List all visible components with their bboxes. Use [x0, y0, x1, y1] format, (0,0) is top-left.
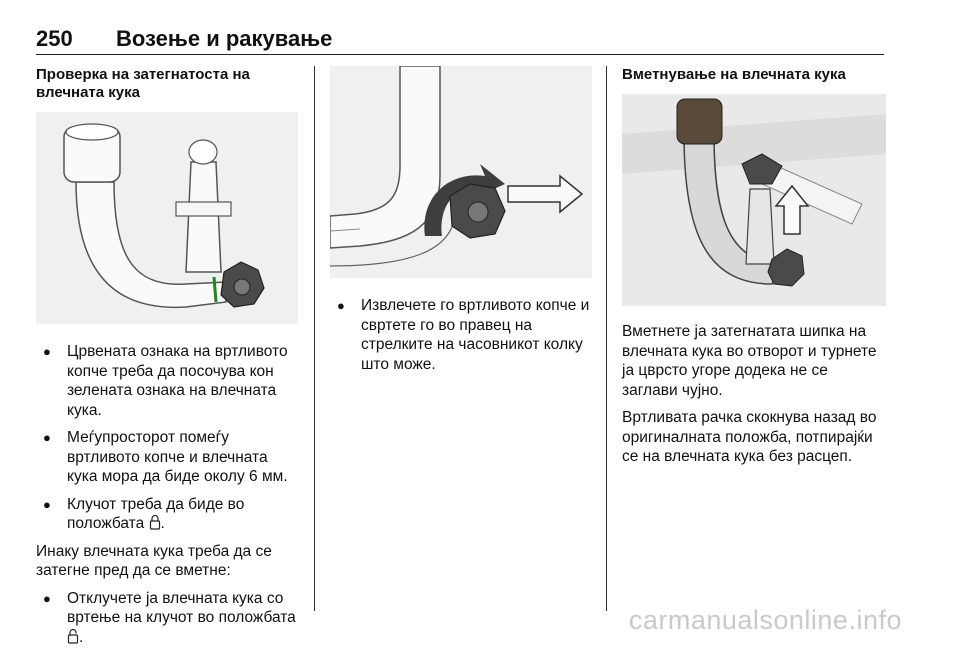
key-lock-icon — [149, 514, 161, 530]
page-header — [36, 26, 884, 55]
towbar-insert-illustration — [622, 94, 886, 306]
knob-turn-illustration — [330, 66, 592, 278]
chapter-title: Возење и ракување — [116, 26, 333, 51]
unlock-bullet-list — [36, 589, 301, 648]
key-unlock-icon — [67, 628, 79, 644]
insert-paragraph-2: Вртливата рачка скокнува назад во оригиналната положба, потпирајќи се на влечната кука без расцеп. — [622, 409, 877, 465]
column-divider-2 — [606, 66, 607, 611]
column-2 — [330, 66, 592, 382]
towbar-check-illustration — [36, 112, 298, 324]
watermark: carmanualsonline.info — [628, 605, 902, 635]
list-item: ● Отклучете ја влечната кука со вртење на клучот во положбата . — [43, 589, 296, 646]
section-heading-check: Проверка на затегнатоста на влечната кука — [36, 66, 250, 101]
list-item: ● Меѓупросторот помеѓу вртливото копче и влечната кука мора да биде околу 6 мм. — [43, 429, 288, 485]
tighten-paragraph: Инаку влечната кука треба да се затегне пред да се вметне: — [36, 542, 272, 579]
pull-knob-bullet-list — [330, 296, 592, 374]
check-bullet-list — [36, 342, 301, 534]
list-item: ● Клучот треба да биде во положбата . — [43, 495, 245, 532]
page-number: 250 — [36, 26, 73, 51]
list-item: ● Извлечете го вртливото копче и свртете го во правец на стрелките на часовникот колку што може. — [337, 297, 590, 373]
list-item: ● Црвената ознака на вртливото копче треба да посочува кон зелената ознака на влечната кука. — [43, 343, 288, 419]
insert-paragraph-1: Вметнете ја затегнатата шипка на влечната кука во отворот и турнете ја цврсто угоре додека не се заглави чујно. — [622, 323, 877, 399]
column-3 — [622, 66, 887, 475]
section-heading-insert: Вметнување на влечната кука — [622, 66, 846, 83]
column-divider-1 — [314, 66, 315, 611]
column-1 — [36, 66, 301, 655]
